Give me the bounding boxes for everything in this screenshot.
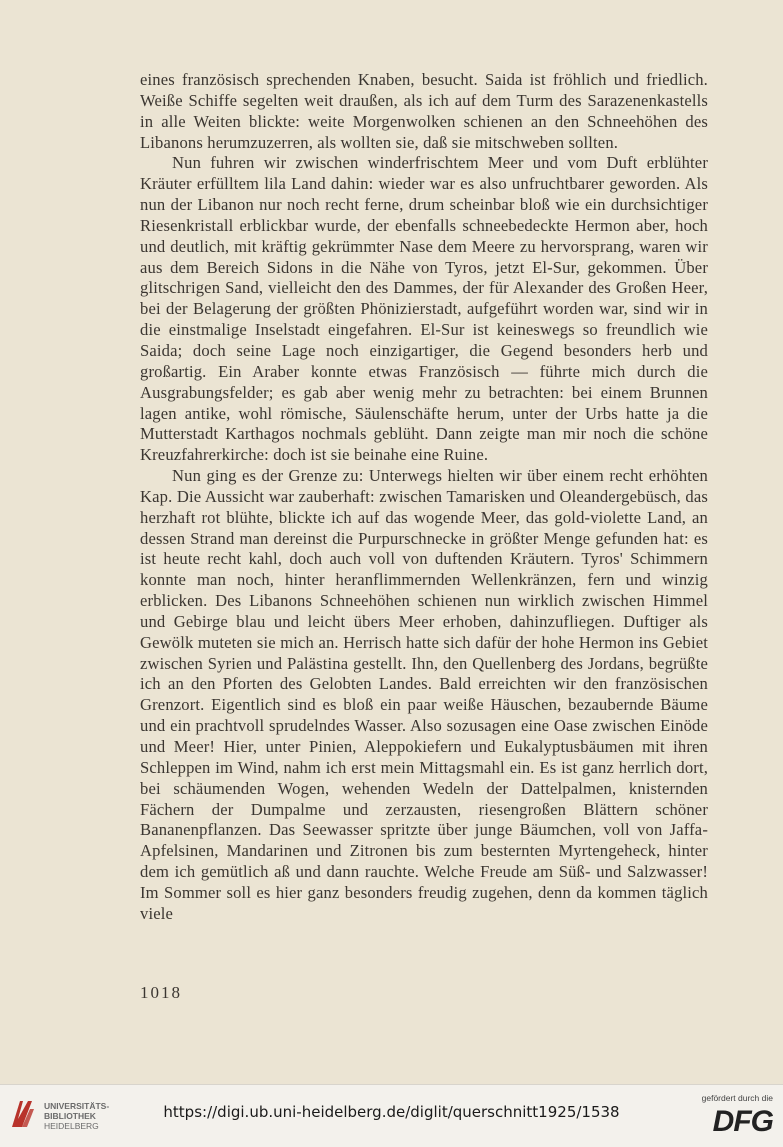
paragraph-3: Nun ging es der Grenze zu: Unterwegs hielten wir über einem recht erhöhten Kap. Die Aussicht war zauberhaft: zwischen Tamarisken und Oleandergebüsch, das herzhaft rot blühte, blickte ich auf das wogende Meer, das gold-violette Land, an dessen Strand man dereinst die Purpurschnecke in größter Menge gefunden hat: es ist heute recht kahl, doch auch voll von duftenden Kräutern. Tyros' Schimmern konnte man noch, hinter heranflimmernden Wellenkränzen, fern und winzig erblicken. Des Libanons Schneehöhen schienen nun wirklich zwischen Himmel und Gebirge blau und leicht übers Meer erhoben, dahinzufliegen. Duftiger als Gewölk muteten sie mich an. Herrisch hatte sich dafür der hohe Hermon ins Gebiet zwischen Syrien und Palästina gestellt. Ihn, den Quellenberg des Jordans, begrüßte ich an den Pforten des Gelobten Landes. Bald erreichten wir den französischen Grenzort. Eigentlich sind es bloß ein paar weiße Häuschen, bezaubernde Bäume und ein prachtvoll sprudelndes Wasser. Also sozusagen eine Oase zwischen Einöde und Meer! Hier, unter Pinien, Aleppokiefern und Eukalyptusbäumen mit ihren Schleppen im Wind, nahm ich erst mein Mittagsmahl ein. Es ist ganz herrlich dort, bei schäumenden Wogen, wehenden Wedeln der Dattelpalmen, knisternden Fächern der Dumpalme und zerzausten, riesengroßen Blättern schöner Bananenpflanzen. Das Seewasser spritzte über junge Bäumchen, voll von Jaffa-Apfelsinen, Mandarinen und Zitronen bis zum besternten Myrtengeheck, hinter dem ich gemütlich aß und dann rauchte. Welche Freude am Süß- und Salzwasser! Im Sommer soll es hier ganz besonders freudig zugehen, denn da kommen täglich viele [140, 466, 708, 923]
university-name-line-3: HEIDELBERG [44, 1121, 99, 1131]
page-number: 1018 [140, 983, 182, 1002]
funding-note: gefördert durch die [701, 1093, 773, 1103]
paragraph-2: Nun fuhren wir zwischen winderfrischtem Meer und vom Duft erblühter Kräuter erfülltem lila Land dahin: wieder war es also unfruchtbarer geworden. Als nun der Libanon nur noch recht ferne, drum scheinbar bloß wie ein durchsichtiger Riesenkristall erblickbar wurde, der ebenfalls schneebedeckte Hermon aber, hoch und deutlich, mit kräftig gekrümmter Nase dem Meere zu hervorsprang, waren wir aus dem Bereich Sidons in die Nähe von Tyros, jetzt El-Sur, gekommen. Über glitschrigen Sand, vielleicht den des Dammes, der für Alexander des Großen Heer, bei der Belagerung der größten Phönizierstadt, aufgeführt worden war, sind wir in die einstmalige Inselstadt eingefahren. El-Sur ist keineswegs so freundlich wie Saida; doch seine Lage noch einzigartiger, die Gegend besonders herb und großartig. Ein Araber konnte etwas Französisch — führte mich durch die Ausgrabungsfelder; es gab aber wenig mehr zu betrachten: bei einem Brunnen lagen antike, wohl römische, Säulenschäfte herum, unter der Urbs hatte ja die Mutterstadt Karthagos nochmals geblüht. Dann zeigte man mir noch die schöne Kreuzfahrerkirche: doch ist sie beinahe eine Ruine. [140, 153, 708, 465]
permalink-url[interactable]: https://digi.ub.uni-heidelberg.de/diglit/querschnitt1925/1538 [163, 1103, 620, 1121]
paragraph-1: eines französisch sprechenden Knaben, besucht. Saida ist fröhlich und friedlich. Weiße Schiffe segelten weit draußen, als ich auf dem Turm des Sarazenenkastells in alle Weiten blickte: weite Morgenwolken schienen an den Schneehöhen des Libanons herumzuzerren, als wollten sie, daß sie mitschweben sollten. [140, 70, 708, 152]
dfg-logo[interactable]: DFG [712, 1105, 773, 1138]
university-name-line-1: UNIVERSITÄTS- [44, 1101, 110, 1111]
body-text [140, 70, 708, 925]
footer-bar [0, 1084, 783, 1147]
university-name-line-2: BIBLIOTHEK [44, 1111, 96, 1121]
